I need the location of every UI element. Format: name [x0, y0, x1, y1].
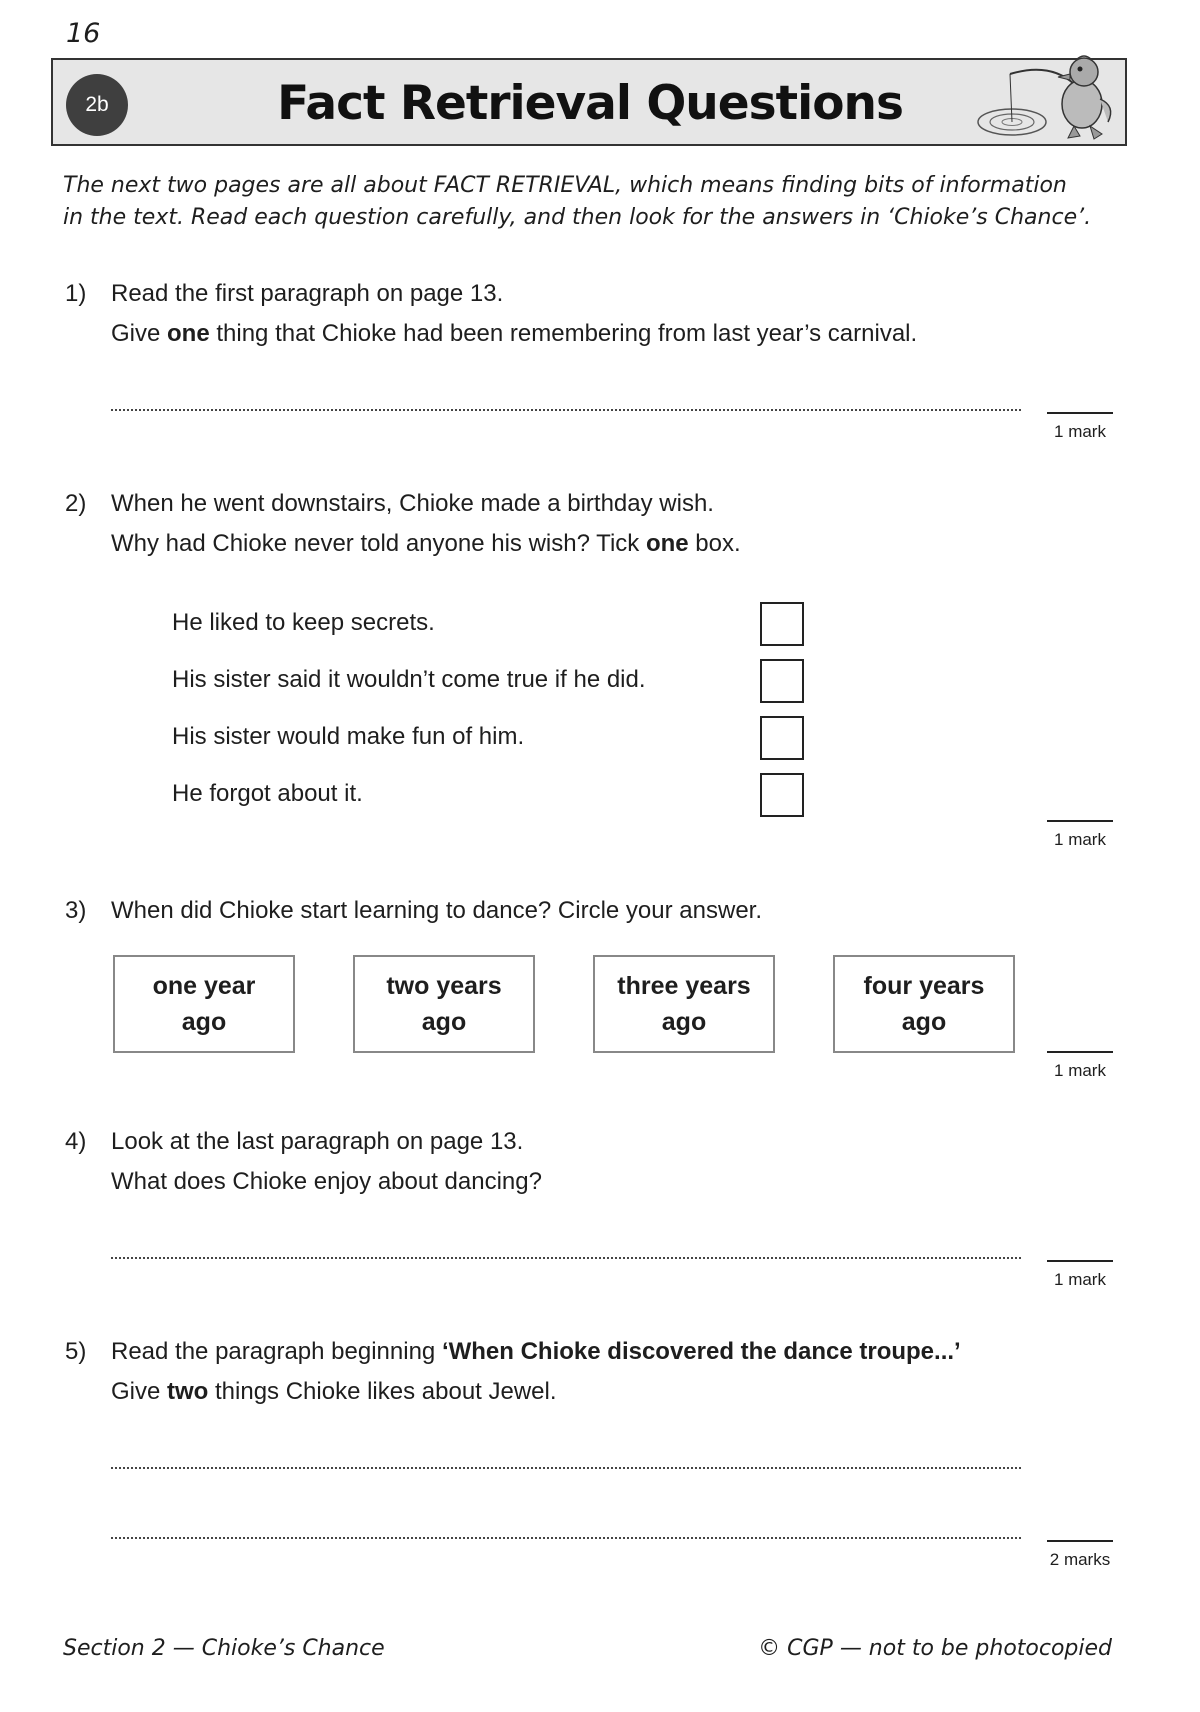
tick-box-1[interactable]: [760, 602, 804, 646]
answer-line-q5-2[interactable]: [111, 1537, 1021, 1539]
footer-section: Section 2 — Chioke’s Chance: [63, 1636, 385, 1661]
mark-line-q2: [1047, 820, 1113, 822]
section-badge: 2b: [66, 74, 128, 136]
marks-q3: 1 mark: [1054, 1061, 1106, 1080]
choice-four-years-ago[interactable]: four years ago: [833, 955, 1015, 1053]
duck-fishing-icon: [970, 44, 1120, 144]
marks-q2: 1 mark: [1054, 830, 1106, 849]
question-1-number: 1): [65, 280, 87, 307]
option-3: His sister would make fun of him.: [172, 723, 525, 750]
question-2-number: 2): [65, 490, 87, 517]
tick-box-3[interactable]: [760, 716, 804, 760]
answer-line-q5-1[interactable]: [111, 1467, 1021, 1469]
intro-line-1: The next two pages are all about FACT RETRIEVAL, which means finding bits of information: [63, 173, 1067, 198]
intro-line-2: in the text. Read each question carefully, and then look for the answers in ‘Chioke’s Chance’.: [63, 205, 1092, 230]
mark-line-q3: [1047, 1051, 1113, 1053]
question-1-line-1: Read the first paragraph on page 13.: [111, 280, 504, 307]
mark-line-q1: [1047, 412, 1113, 414]
option-1: He liked to keep secrets.: [172, 609, 435, 636]
page-title: Fact Retrieval Questions: [277, 76, 903, 131]
option-4: He forgot about it.: [172, 780, 363, 807]
option-2: His sister said it wouldn’t come true if he did.: [172, 666, 646, 693]
question-2-line-2: Why had Chioke never told anyone his wish? Tick one box.: [111, 530, 741, 557]
answer-line-q1[interactable]: [111, 409, 1021, 411]
question-5-line-2: Give two things Chioke likes about Jewel.: [111, 1378, 557, 1405]
tick-box-4[interactable]: [760, 773, 804, 817]
question-4-line-2: What does Chioke enjoy about dancing?: [111, 1168, 542, 1195]
mark-line-q4: [1047, 1260, 1113, 1262]
marks-q4: 1 mark: [1054, 1270, 1106, 1289]
question-2-line-1: When he went downstairs, Chioke made a birthday wish.: [111, 490, 714, 517]
mark-line-q5: [1047, 1540, 1113, 1542]
tick-box-2[interactable]: [760, 659, 804, 703]
question-5-number: 5): [65, 1338, 87, 1365]
marks-q5: 2 marks: [1049, 1550, 1111, 1569]
answer-line-q4[interactable]: [111, 1257, 1021, 1259]
choice-two-years-ago[interactable]: two years ago: [353, 955, 535, 1053]
choice-three-years-ago[interactable]: three years ago: [593, 955, 775, 1053]
footer-copyright: © CGP — not to be photocopied: [758, 1636, 1112, 1661]
question-3-number: 3): [65, 897, 87, 924]
page-number: 16: [66, 18, 101, 49]
choice-one-year-ago[interactable]: one year ago: [113, 955, 295, 1053]
question-4-number: 4): [65, 1128, 87, 1155]
question-5-line-1: Read the paragraph beginning ‘When Chioke discovered the dance troupe...’: [111, 1338, 961, 1365]
marks-q1: 1 mark: [1054, 422, 1106, 441]
question-4-line-1: Look at the last paragraph on page 13.: [111, 1128, 524, 1155]
question-3-line-1: When did Chioke start learning to dance? Circle your answer.: [111, 897, 762, 924]
question-1-line-2: Give one thing that Chioke had been remembering from last year’s carnival.: [111, 320, 918, 347]
